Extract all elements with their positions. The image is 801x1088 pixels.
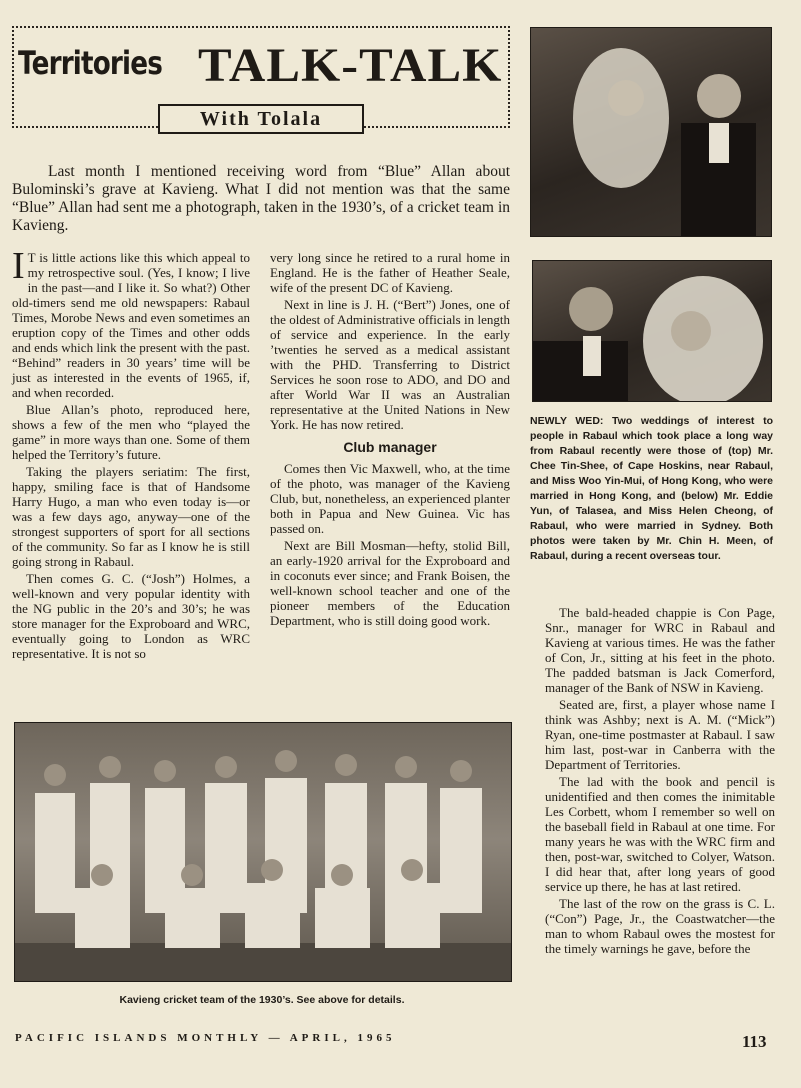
col2-paragraph-2: Next in line is J. H. (“Bert”) Jones, one of the oldest of Administrative officials in length of service and experience. In the early ’twenties he served as a medical assistant with the PHD. Transferring to District Services he soon rose to ADO, and DO and after World War II was an Australian representative at the United Nations in New York. He has now retired. <box>270 297 510 432</box>
cricket-team-photo <box>14 722 512 982</box>
masthead-byline: With Tolala <box>158 104 364 134</box>
masthead-title-territories: Territories <box>18 44 162 82</box>
page-number: 113 <box>742 1032 767 1051</box>
col3-paragraph-4: The last of the row on the grass is C. L. (“Con”) Page, Jr., the Coastwatcher—the man to whom Rabaul owes the mostest for the timely warnings he gave, before the <box>545 896 775 956</box>
running-footer: PACIFIC ISLANDS MONTHLY — APRIL, 1965 <box>15 1032 396 1044</box>
col1-paragraph-1: T is little actions like this which appeal to my retrospective soul. (Yes, I know; I live in the past—and I like it. So what?) Other old-timers send me old newspapers: Rabaul Times, Morobe News and even sometimes an eruption copy of the Times and other odds and ends which link the present with the past. “Behind” readers in 30 years’ time will be just as interested in the events of 1965, if, and when recorded. <box>12 250 250 400</box>
lead-paragraph: Last month I mentioned receiving word from “Blue” Allan about Bulominski’s grave at Kavieng. What I did not mention was that the same “Blue” Allan had sent me a photograph, taken in the 1930’s, of a cricket team in Kavieng. <box>12 163 510 234</box>
article-column-1 <box>12 245 250 661</box>
col3-paragraph-1: The bald-headed chappie is Con Page, Snr., manager for WRC in Rabaul and Kavieng at various times. He was the father of Con, Jr., sitting at his feet in the photo. The padded batsman is Jack Comerford, manager of the Bank of NSW in Kavieng. <box>545 605 775 695</box>
col1-paragraph-2: Blue Allan’s photo, reproduced here, shows a few of the men who “played the game” in more ways than one. Some of them helped the Territory’s future. <box>12 402 250 462</box>
col3-paragraph-2: Seated are, first, a player whose name I think was Ashby; next is A. M. (“Mick”) Ryan, one-time postmaster at Rabaul. I saw him last, post-war in Canberra with the Department of Territories. <box>545 697 775 772</box>
wedding-photo-top-figures <box>531 28 771 236</box>
article-column-2 <box>270 250 510 628</box>
col1-paragraph-4: Then comes G. C. (“Josh”) Holmes, a well-known and very popular identity with the NG public in the 20’s and 30’s; he was store manager for the Exproboard and WRC, eventually going to London as WRC representative. It is not so <box>12 571 250 661</box>
col1-paragraph-3: Taking the players seriatim: The first, happy, smiling face is that of Handsome Harry Hugo, a man who even today is—or was a few days ago, anyway—one of the strongest supporters of sport for all sections of the community. So far as I know he is still going strong in Rabaul. <box>12 464 250 569</box>
wedding-photo-bottom <box>532 260 772 402</box>
cricket-team-figures <box>15 723 511 981</box>
col2-paragraph-4: Next are Bill Mosman—hefty, stolid Bill, an early-1920 arrival for the Exproboard and in coconuts ever since; and Frank Boisen, the well-known school teacher and one of the pioneer members of the Education Department, who is still doing good work. <box>270 538 510 628</box>
subhead-club-manager: Club manager <box>343 439 437 455</box>
wedding-caption: NEWLY WED: Two weddings of interest to people in Rabaul which took place a long way from Rabaul recently were those of (top) Mr. Chee Tin-Shee, of Cape Hoskins, near Rabaul, and Miss Woo Yin-Mui, of Hong Kong, who were married in Hong Kong, and (below) Mr. Eddie Yun, of Talasea, and Miss Helen Cheong, of Rabaul, who were married in Sydney. Both photos were taken by Mr. Chin H. Meen, of Rabaul, during a recent overseas tour. <box>530 415 773 562</box>
drop-cap: I <box>12 245 25 287</box>
wedding-photo-bottom-figures <box>533 261 771 401</box>
col2-paragraph-1: very long since he retired to a rural home in England. He is the father of Heather Seale, wife of the present DC of Kavieng. <box>270 250 510 295</box>
masthead-title-talk-talk: TALK-TALK <box>198 39 503 92</box>
wedding-photo-top <box>530 27 772 237</box>
cricket-photo-caption: Kavieng cricket team of the 1930’s. See above for details. <box>119 994 405 1006</box>
col3-paragraph-3: The lad with the book and pencil is unidentified and then comes the inimitable Les Corbett, whom I remember so well on the baseball field in Rabaul at one time. For many years he was with the WRC firm and then, post-war, switched to Colyer, Watson. I did hear that, after long years of good service up there, he has at last retired. <box>545 774 775 894</box>
article-column-3 <box>545 605 775 956</box>
col2-paragraph-3: Comes then Vic Maxwell, who, at the time of the photo, was manager of the Kavieng Club, but, nonetheless, an experienced planter both in Papua and New Guinea. Vic has passed on. <box>270 461 510 536</box>
